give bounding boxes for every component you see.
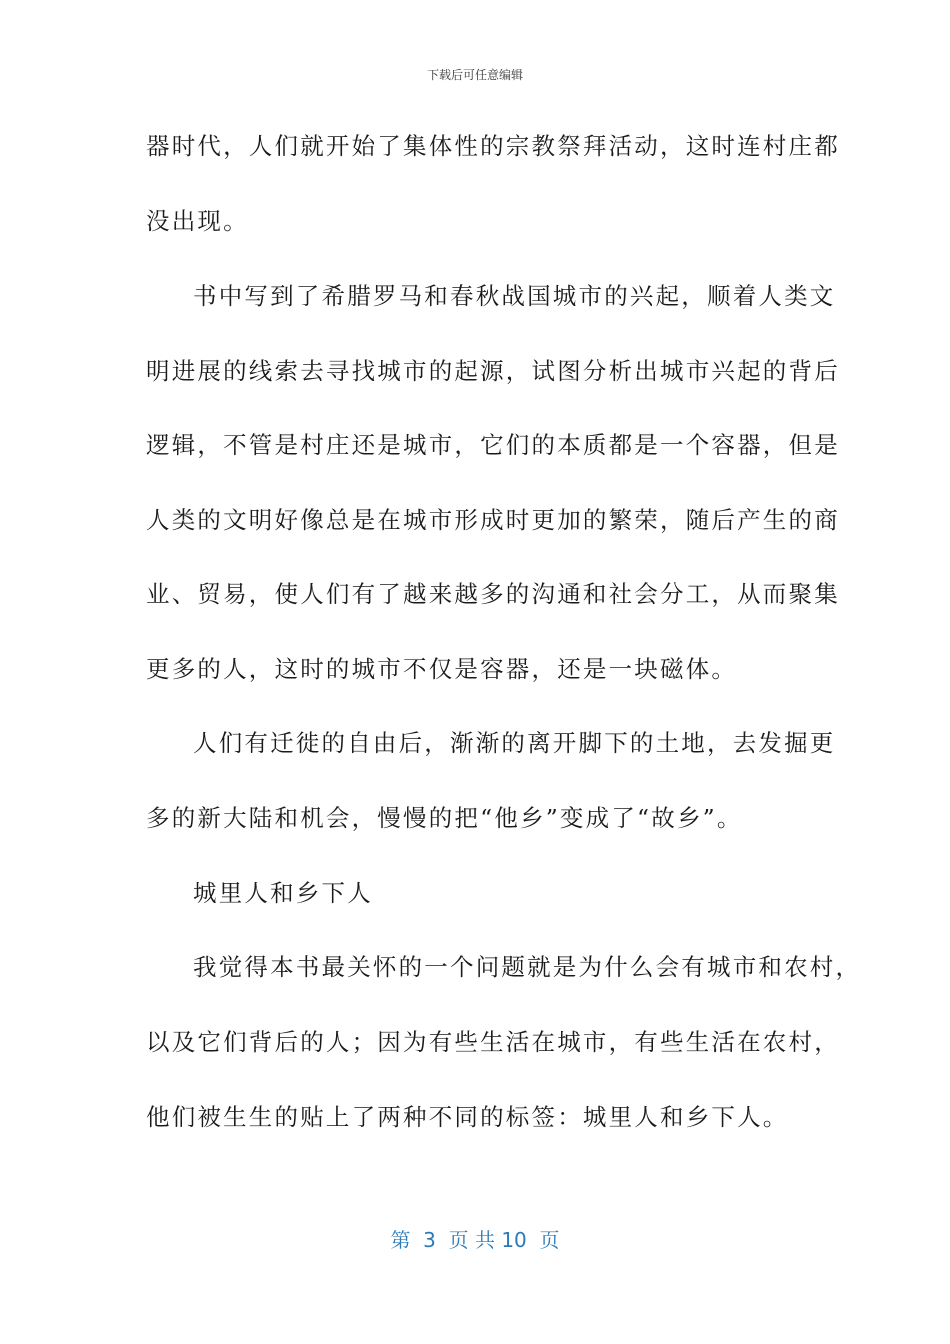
body-line-13: 以及它们背后的人；因为有些生活在城市，有些生活在农村， <box>146 1028 840 1056</box>
page-header: 下载后可任意编辑 <box>426 68 523 82</box>
section-heading: 城里人和乡下人 <box>193 879 373 907</box>
body-line-2: 没出现。 <box>146 207 249 235</box>
page-number-footer: 第 3 页 共 10 页 <box>390 1228 560 1252</box>
body-line-9: 人们有迁徙的自由后，渐渐的离开脚下的土地，去发掘更 <box>193 729 836 757</box>
body-line-5: 逻辑，不管是村庄还是城市，它们的本质都是一个容器，但是 <box>146 431 840 459</box>
body-line-3: 书中写到了希腊罗马和春秋战国城市的兴起，顺着人类文 <box>193 282 836 310</box>
body-line-6: 人类的文明好像总是在城市形成时更加的繁荣，随后产生的商 <box>146 506 840 534</box>
body-line-4: 明进展的线索去寻找城市的起源，试图分析出城市兴起的背后 <box>146 357 840 385</box>
body-line-1: 器时代，人们就开始了集体性的宗教祭拜活动，这时连村庄都 <box>146 132 840 160</box>
body-line-12: 我觉得本书最关怀的一个问题就是为什么会有城市和农村， <box>193 953 862 981</box>
body-line-7: 业、贸易，使人们有了越来越多的沟通和社会分工，从而聚集 <box>146 580 840 608</box>
body-line-8: 更多的人，这时的城市不仅是容器，还是一块磁体。 <box>146 655 738 683</box>
body-line-14: 他们被生生的贴上了两种不同的标签：城里人和乡下人。 <box>146 1103 789 1131</box>
body-line-10: 多的新大陆和机会，慢慢的把“他乡”变成了“故乡”。 <box>146 804 743 832</box>
